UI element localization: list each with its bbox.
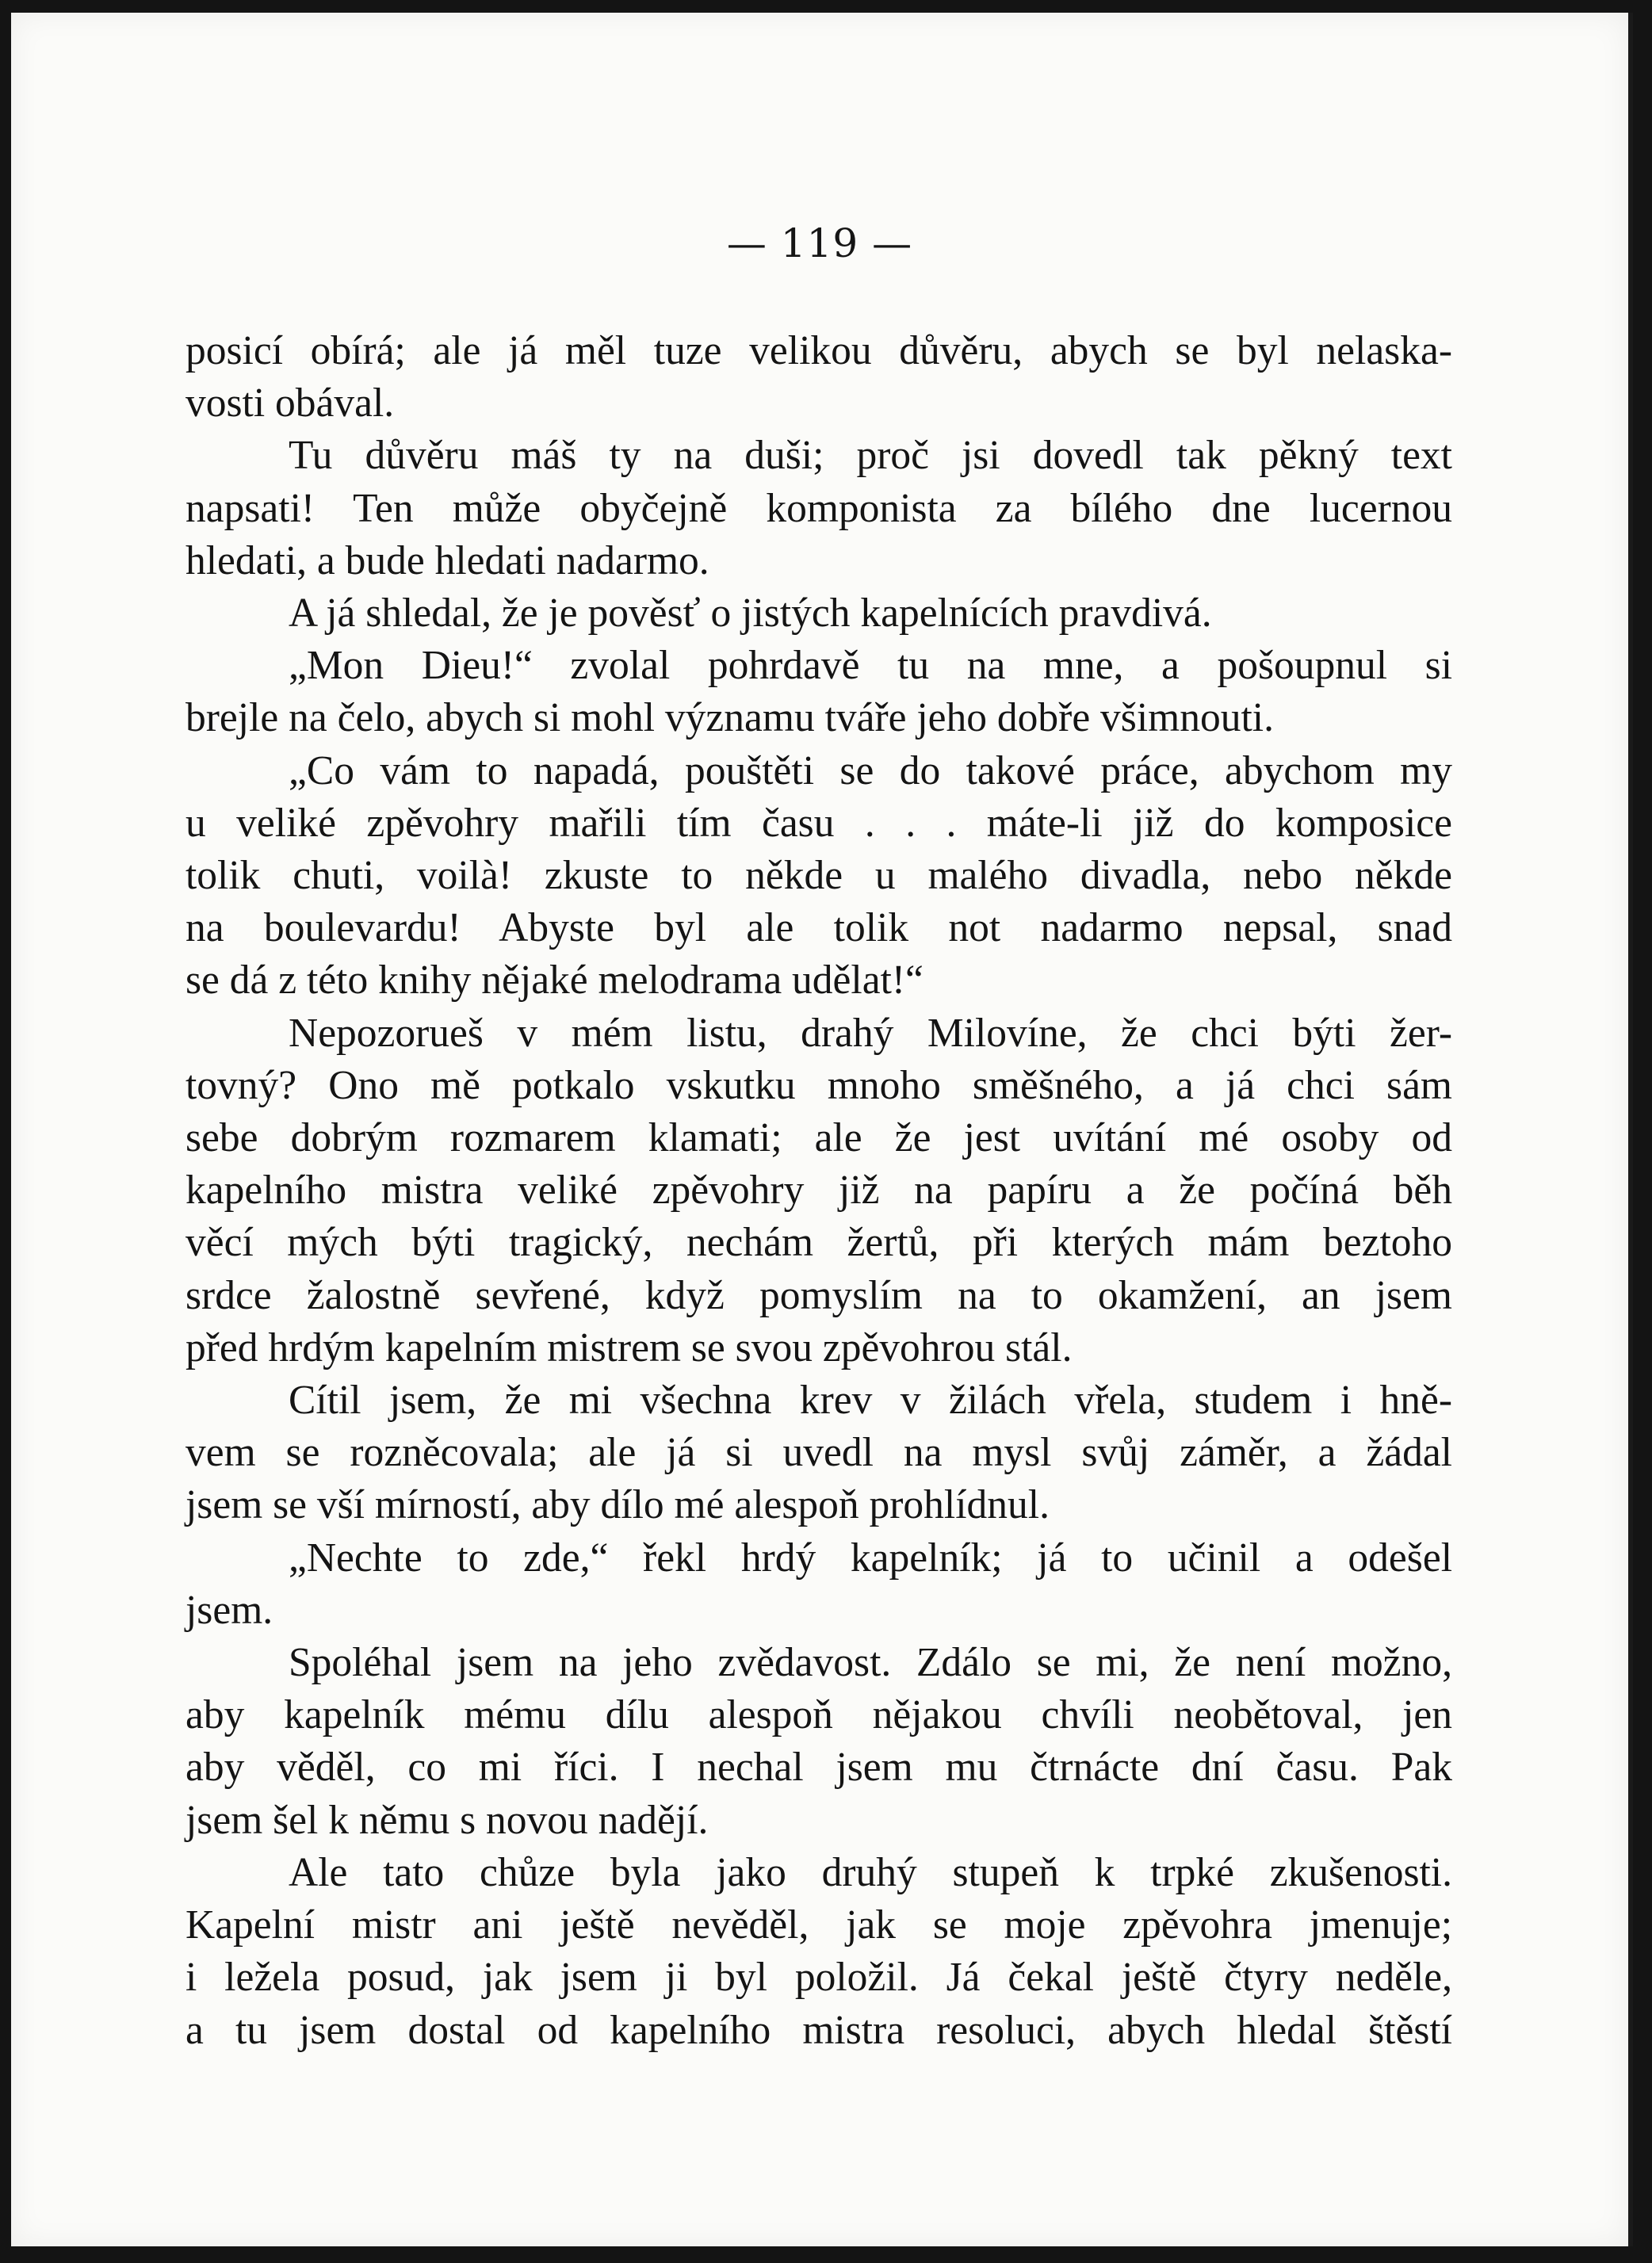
text-line: před hrdým kapelním mistrem se svou zpěvohrou stál. bbox=[185, 1325, 1073, 1370]
text-line: jsem. bbox=[185, 1587, 273, 1633]
text-line: na boulevardu! Abyste byl ale tolik not nadarmo nepsal, snad bbox=[185, 905, 1452, 951]
body-text bbox=[185, 325, 1452, 2057]
text-line: „Co vám to napadá, pouštěti se do takové práce, abychom my bbox=[289, 747, 1452, 793]
text-line: „Mon Dieu!“ zvolal pohrdavě tu na mne, a pošoupnul si bbox=[289, 643, 1452, 689]
text-line: aby kapelník mému dílu alespoň nějakou chvíli neobětoval, jen bbox=[185, 1692, 1452, 1738]
paragraph bbox=[185, 1847, 1452, 2057]
paragraph bbox=[185, 1637, 1452, 1847]
text-line: posicí obírá; ale já měl tuze velikou důvěru, abych se byl nelaska- bbox=[185, 328, 1452, 373]
text-line: a tu jsem dostal od kapelního mistra resoluci, abych hledal štěstí bbox=[185, 2007, 1452, 2053]
paragraph bbox=[185, 325, 1452, 430]
paragraph bbox=[185, 745, 1452, 1007]
book-page bbox=[11, 13, 1633, 2246]
text-line: sebe dobrým rozmarem klamati; ale že jest uvítání mé osoby od bbox=[185, 1115, 1452, 1161]
text-line: A já shledal, že je pověsť o jistých kapelnících pravdivá. bbox=[289, 591, 1212, 636]
paragraph bbox=[185, 1007, 1452, 1374]
paragraph bbox=[185, 587, 1452, 640]
paragraph bbox=[185, 1532, 1452, 1637]
text-line: hledati, a bude hledati nadarmo. bbox=[185, 537, 709, 583]
text-line: srdce žalostně sevřené, když pomyslím na to okamžení, an jsem bbox=[185, 1272, 1452, 1318]
text-line: u veliké zpěvohry mařili tím času . . . máte-li již do komposice bbox=[185, 800, 1452, 846]
paragraph bbox=[185, 1374, 1452, 1532]
paragraph bbox=[185, 430, 1452, 587]
text-line: Spoléhal jsem na jeho zvědavost. Zdálo se mi, že není možno, bbox=[289, 1640, 1452, 1686]
text-line: brejle na čelo, abych si mohl významu tváře jeho dobře všimnouti. bbox=[185, 695, 1274, 741]
paragraph bbox=[185, 640, 1452, 744]
text-line: Cítil jsem, že mi všechna krev v žilách vřela, studem i hně- bbox=[289, 1378, 1452, 1424]
text-line: Tu důvěru máš ty na duši; proč jsi dovedl tak pěkný text bbox=[289, 433, 1452, 479]
text-line: kapelního mistra veliké zpěvohry již na papíru a že počíná běh bbox=[185, 1168, 1452, 1214]
page-number: — 119 — bbox=[726, 220, 913, 266]
text-line: Nepozorueš v mém listu, drahý Milovíne, že chci býti žer- bbox=[289, 1010, 1452, 1056]
text-line: aby věděl, co mi říci. I nechal jsem mu čtrnácte dní času. Pak bbox=[185, 1745, 1452, 1791]
text-line: napsati! Ten může obyčejně komponista za bílého dne lucernou bbox=[185, 485, 1452, 531]
text-line: tovný? Ono mě potkalo vskutku mnoho směšného, a já chci sám bbox=[185, 1062, 1452, 1108]
text-line: jsem šel k němu s novou nadějí. bbox=[185, 1797, 709, 1843]
text-line: Kapelní mistr ani ještě nevěděl, jak se moje zpěvohra jmenuje; bbox=[185, 1902, 1452, 1948]
text-line: se dá z této knihy nějaké melodrama udělat!“ bbox=[185, 958, 924, 1003]
text-line: tolik chuti, voilà! zkuste to někde u malého divadla, nebo někde bbox=[185, 853, 1452, 899]
text-line: vosti obával. bbox=[185, 380, 395, 426]
text-line: Ale tato chůze byla jako druhý stupeň k trpké zkušenosti. bbox=[289, 1849, 1452, 1895]
text-line: věcí mých býti tragický, nechám žertů, při kterých mám beztoho bbox=[185, 1220, 1452, 1266]
text-line: jsem se vší mírností, aby dílo mé alespoň prohlídnul. bbox=[185, 1482, 1050, 1528]
text-line: „Nechte to zde,“ řekl hrdý kapelník; já to učinil a odešel bbox=[289, 1535, 1452, 1581]
text-line: i ležela posud, jak jsem ji byl položil. Já čekal ještě čtyry neděle, bbox=[185, 1955, 1452, 2001]
text-line: vem se rozněcovala; ale já si uvedl na mysl svůj záměr, a žádal bbox=[185, 1430, 1452, 1476]
